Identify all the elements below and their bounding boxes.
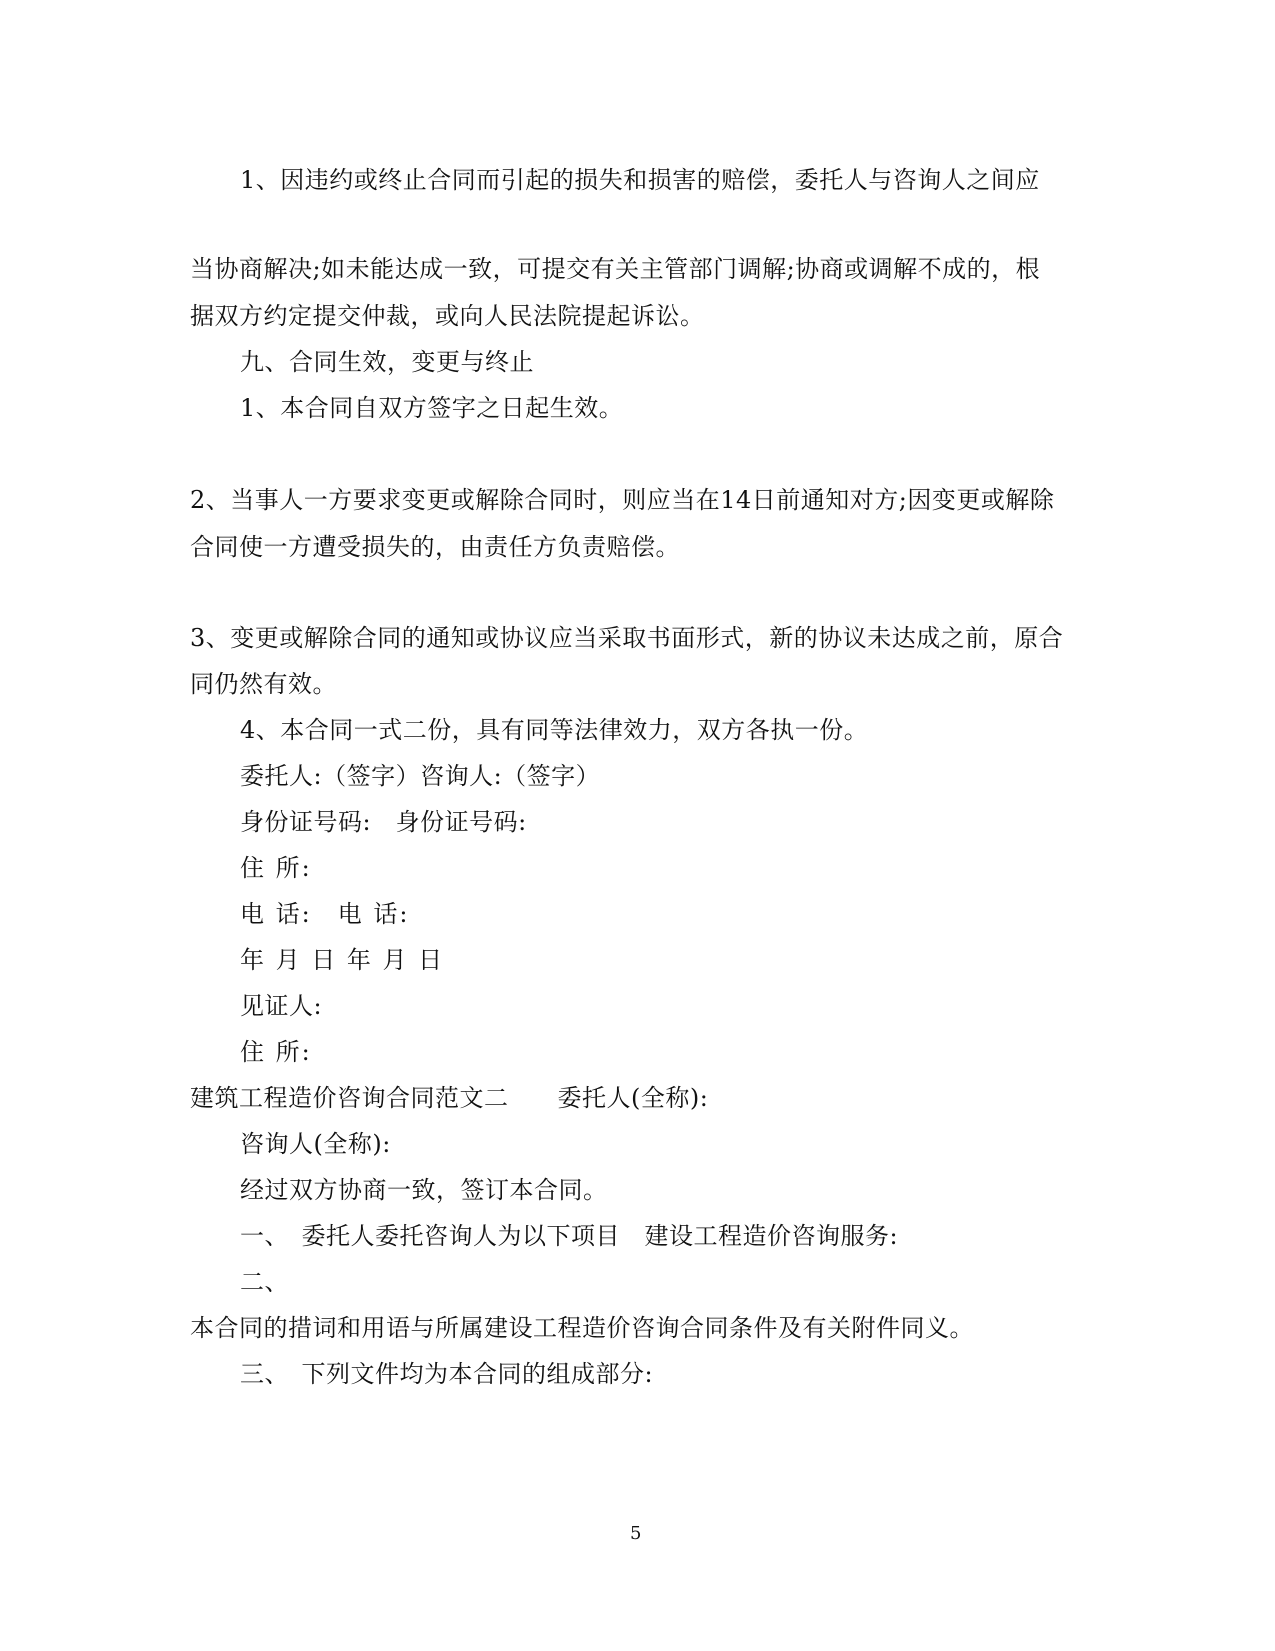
paragraph-line: 据双方约定提交仲裁，或向人民法院提起诉讼。 [190, 302, 705, 330]
clause-line: 三、 下列文件均为本合同的组成部分: [240, 1360, 654, 1388]
paragraph-line: 本合同的措词和用语与所属建设工程造价咨询合同条件及有关附件同义。 [190, 1314, 974, 1342]
signature-line: 委托人:（签字）咨询人:（签字） [240, 762, 601, 790]
paragraph-line: 合同使一方遭受损失的，由责任方负责赔偿。 [190, 533, 680, 561]
paragraph-line: 1、本合同自双方签字之日起生效。 [240, 394, 624, 422]
paragraph-line: 2、当事人一方要求变更或解除合同时，则应当在14日前通知对方;因变更或解除 [190, 486, 1055, 514]
witness-line: 见证人: [240, 992, 323, 1020]
paragraph-line: 3、变更或解除合同的通知或协议应当采取书面形式，新的协议未达成之前，原合 [190, 624, 1064, 652]
paragraph-line: 当协商解决;如未能达成一致，可提交有关主管部门调解;协商或调解不成的，根 [190, 255, 1041, 283]
document-title-line: 建筑工程造价咨询合同范文二 委托人(全称): [190, 1084, 709, 1112]
id-number-line: 身份证号码: 身份证号码: [240, 808, 527, 836]
clause-line: 二、 [240, 1268, 289, 1296]
address-line: 住 所: [240, 854, 312, 882]
witness-address-line: 住 所: [240, 1038, 312, 1066]
phone-line: 电 话: 电 话: [240, 900, 410, 928]
paragraph-line: 4、本合同一式二份，具有同等法律效力，双方各执一份。 [240, 716, 869, 744]
paragraph-line: 1、因违约或终止合同而引起的损失和损害的赔偿，委托人与咨询人之间应 [240, 166, 1040, 194]
consultant-line: 咨询人(全称): [240, 1130, 391, 1158]
paragraph-line: 经过双方协商一致，签订本合同。 [240, 1176, 608, 1204]
date-line: 年 月 日 年 月 日 [240, 946, 445, 974]
paragraph-line: 同仍然有效。 [190, 670, 337, 698]
section-heading: 九、合同生效，变更与终止 [240, 348, 534, 376]
page-number: 5 [630, 1523, 642, 1544]
clause-line: 一、 委托人委托咨询人为以下项目 建设工程造价咨询服务: [240, 1222, 899, 1250]
